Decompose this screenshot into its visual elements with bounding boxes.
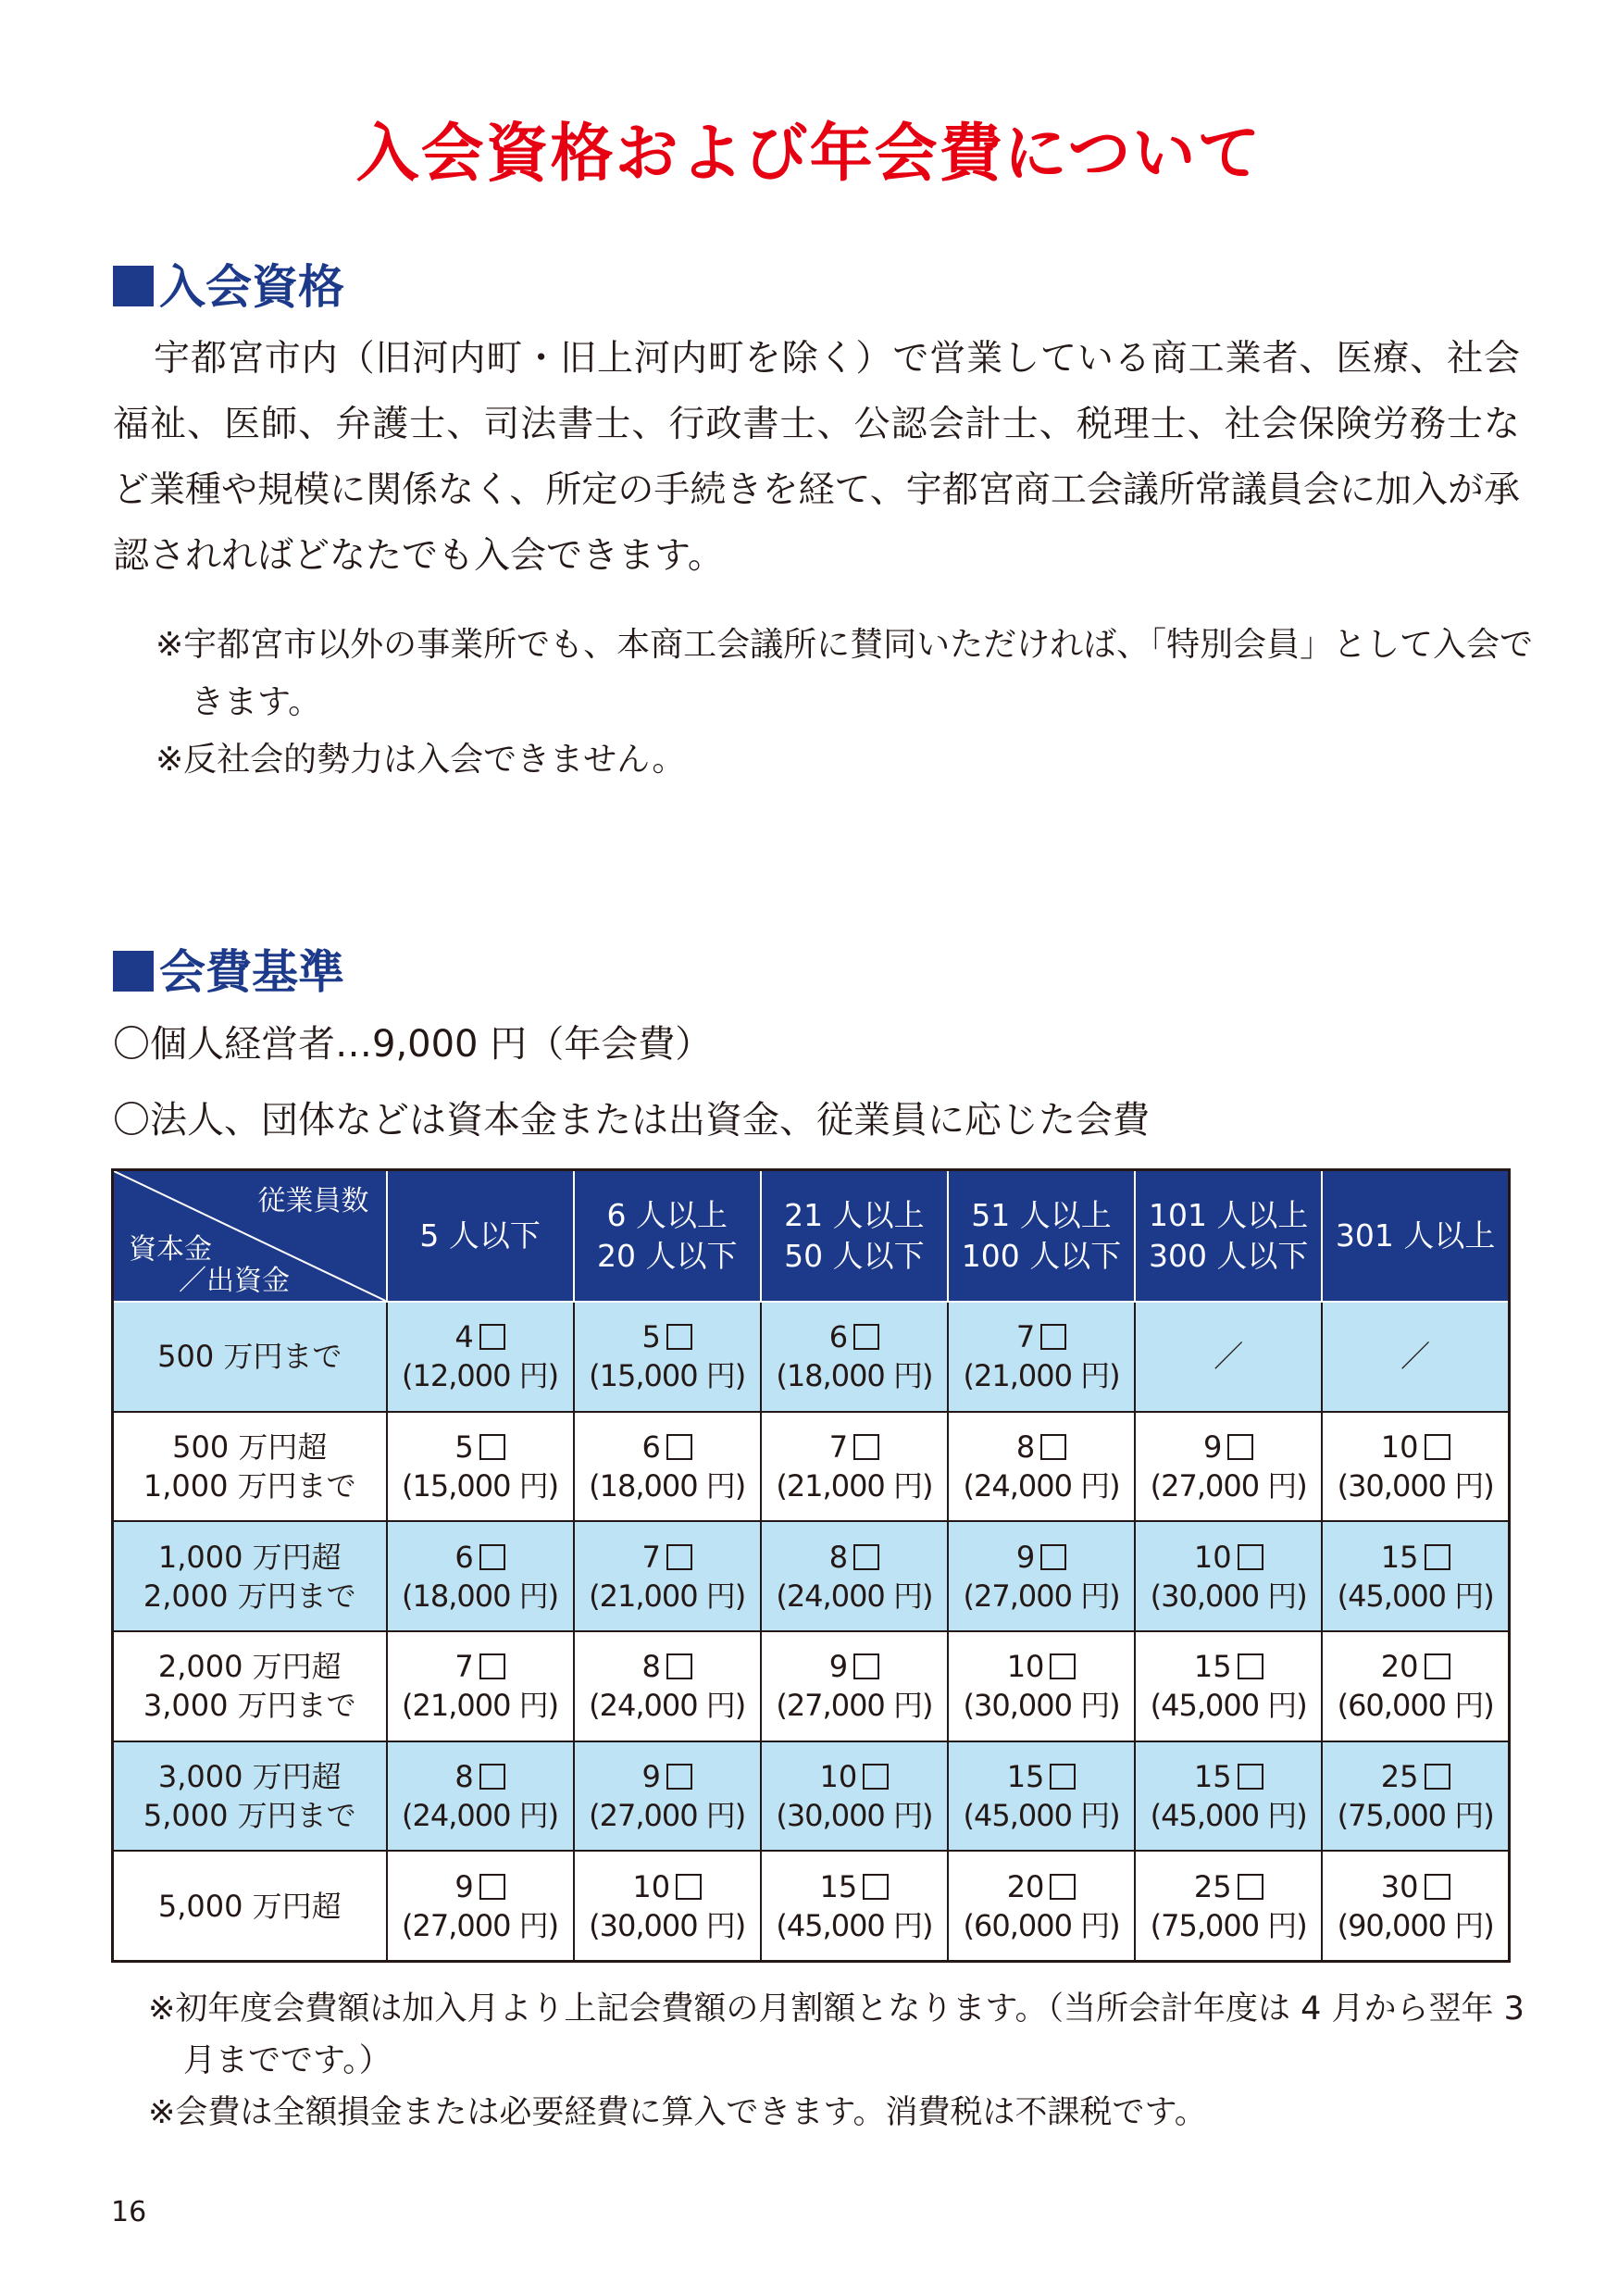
column-header-line: 101 人以上 bbox=[1148, 1197, 1309, 1233]
yen-amount: (90,000 円) bbox=[1337, 1907, 1494, 1943]
units-line bbox=[388, 1867, 573, 1906]
units-count: 8 bbox=[828, 1539, 849, 1575]
row-header-line: 5,000 万円超 bbox=[157, 1888, 342, 1924]
fee-cell bbox=[1322, 1741, 1509, 1852]
yen-amount: (27,000 円) bbox=[589, 1797, 746, 1833]
yen-amount: (24,000 円) bbox=[776, 1578, 933, 1614]
yen-amount: (27,000 円) bbox=[776, 1688, 933, 1724]
eligibility-heading bbox=[113, 259, 344, 315]
units-line bbox=[1323, 1757, 1508, 1796]
unit-box-icon bbox=[1425, 1764, 1450, 1790]
unit-box-icon bbox=[1050, 1764, 1076, 1790]
units-count: 9 bbox=[1015, 1539, 1036, 1575]
units-line bbox=[388, 1538, 573, 1577]
yen-amount: (18,000 円) bbox=[589, 1467, 746, 1504]
not-applicable-mark: ／ bbox=[1400, 1339, 1431, 1375]
unit-box-icon bbox=[1238, 1874, 1263, 1900]
unit-box-icon bbox=[853, 1434, 879, 1460]
column-header-line: 300 人以下 bbox=[1148, 1238, 1309, 1274]
units-count: 10 bbox=[1380, 1429, 1419, 1465]
square-bullet-icon bbox=[113, 951, 154, 992]
units-count: 30 bbox=[1380, 1868, 1419, 1904]
fee-table bbox=[111, 1168, 1511, 1963]
units-line bbox=[575, 1867, 760, 1906]
units-count: 7 bbox=[641, 1539, 661, 1575]
unit-box-icon bbox=[479, 1764, 505, 1790]
units-count: 6 bbox=[641, 1429, 661, 1465]
page-title: 入会資格および年会費について bbox=[355, 118, 1263, 191]
units-line bbox=[1323, 1538, 1508, 1577]
units-count: 25 bbox=[1380, 1758, 1419, 1794]
fee-cell bbox=[574, 1741, 761, 1852]
eligibility-body: 宇都宮市内（旧河内町・旧上河内町を除く）で営業している商工業者、医療、社会福祉、医師、弁護士、司法書士、行政書士、公認会計士、税理士、社会保険労務士など業種や規模に関係なく、所定の手続きを経て、宇都宮商工会議所常議員会に加入が承認されればどなたでも入会できます。 bbox=[113, 338, 1520, 577]
units-count: 7 bbox=[828, 1429, 849, 1465]
corner-employees-label: 従業員数 bbox=[257, 1185, 369, 1217]
fee-cell bbox=[574, 1521, 761, 1631]
units-line bbox=[762, 1647, 947, 1686]
units-count: 9 bbox=[828, 1649, 849, 1685]
fee-table-header-row bbox=[113, 1170, 1510, 1303]
row-header-capital bbox=[113, 1302, 387, 1412]
units-count: 9 bbox=[1203, 1429, 1223, 1465]
units-line bbox=[1323, 1867, 1508, 1906]
units-count: 8 bbox=[1015, 1429, 1036, 1465]
units-count: 7 bbox=[1015, 1319, 1036, 1355]
fee-cell bbox=[1135, 1412, 1322, 1522]
fee-cell bbox=[574, 1302, 761, 1412]
yen-amount: (21,000 円) bbox=[963, 1358, 1120, 1394]
table-row bbox=[113, 1741, 1510, 1852]
units-count: 5 bbox=[454, 1429, 474, 1465]
yen-amount: (30,000 円) bbox=[1337, 1467, 1494, 1504]
column-header-line: 20 人以下 bbox=[596, 1238, 738, 1274]
fee-cell bbox=[1322, 1631, 1509, 1741]
units-count: 8 bbox=[454, 1758, 474, 1794]
fee-cell bbox=[948, 1631, 1135, 1741]
unit-box-icon bbox=[1425, 1544, 1450, 1570]
row-header-capital bbox=[113, 1851, 387, 1961]
fee-cell bbox=[1322, 1521, 1509, 1631]
unit-box-icon bbox=[1425, 1874, 1450, 1900]
unit-box-icon bbox=[666, 1324, 692, 1350]
column-header-4 bbox=[948, 1170, 1135, 1303]
individual-fee: 〇個人経営者…9,000 円（年会費） bbox=[113, 1023, 713, 1066]
units-line bbox=[1136, 1647, 1321, 1686]
row-header-line: 2,000 万円まで bbox=[143, 1578, 356, 1614]
units-line bbox=[1323, 1647, 1508, 1686]
units-line bbox=[1136, 1757, 1321, 1796]
row-header-capital bbox=[113, 1521, 387, 1631]
fees-heading bbox=[113, 944, 344, 1000]
unit-box-icon bbox=[1238, 1544, 1263, 1570]
yen-amount: (75,000 円) bbox=[1150, 1907, 1307, 1943]
units-line bbox=[388, 1647, 573, 1686]
fee-cell bbox=[761, 1521, 948, 1631]
units-count: 4 bbox=[454, 1319, 474, 1355]
column-header-line: 21 人以上 bbox=[784, 1197, 925, 1233]
unit-box-icon bbox=[666, 1764, 692, 1790]
fee-cell bbox=[387, 1631, 574, 1741]
yen-amount: (12,000 円) bbox=[402, 1358, 559, 1394]
yen-amount: (27,000 円) bbox=[963, 1578, 1120, 1614]
column-header-line: 50 人以下 bbox=[784, 1238, 925, 1274]
units-count: 6 bbox=[828, 1319, 849, 1355]
yen-amount: (21,000 円) bbox=[402, 1688, 559, 1724]
column-header-5 bbox=[1135, 1170, 1322, 1303]
column-header-2 bbox=[574, 1170, 761, 1303]
fee-cell bbox=[1322, 1412, 1509, 1522]
unit-box-icon bbox=[1040, 1544, 1066, 1570]
fee-cell bbox=[574, 1851, 761, 1961]
row-header-line: 3,000 万円超 bbox=[157, 1758, 342, 1794]
unit-box-icon bbox=[1238, 1764, 1263, 1790]
unit-box-icon bbox=[1425, 1434, 1450, 1460]
row-header-line: 500 万円超 bbox=[172, 1429, 328, 1465]
row-header-line: 5,000 万円まで bbox=[143, 1797, 356, 1833]
fee-cell bbox=[1322, 1851, 1509, 1961]
column-header-3 bbox=[761, 1170, 948, 1303]
column-header-line: 6 人以上 bbox=[606, 1197, 728, 1233]
page-number: 16 bbox=[111, 2196, 147, 2228]
units-count: 9 bbox=[454, 1868, 474, 1904]
units-line bbox=[388, 1757, 573, 1796]
column-header-line: 5 人以下 bbox=[419, 1217, 541, 1254]
units-count: 15 bbox=[819, 1868, 858, 1904]
unit-box-icon bbox=[666, 1653, 692, 1679]
table-corner-cell bbox=[113, 1170, 387, 1303]
fee-cell bbox=[387, 1412, 574, 1522]
yen-amount: (18,000 円) bbox=[402, 1578, 559, 1614]
unit-box-icon bbox=[863, 1874, 889, 1900]
units-line bbox=[762, 1757, 947, 1796]
units-count: 5 bbox=[641, 1319, 661, 1355]
fee-cell bbox=[948, 1521, 1135, 1631]
units-line bbox=[949, 1428, 1134, 1466]
units-count: 15 bbox=[1006, 1758, 1045, 1794]
unit-box-icon bbox=[666, 1434, 692, 1460]
fee-cell bbox=[387, 1741, 574, 1852]
unit-box-icon bbox=[1050, 1874, 1076, 1900]
fee-cell bbox=[1322, 1302, 1509, 1412]
row-header-line: 1,000 万円超 bbox=[157, 1539, 342, 1575]
row-header-capital bbox=[113, 1412, 387, 1522]
fees-heading-text: 会費基準 bbox=[159, 945, 344, 999]
units-count: 9 bbox=[641, 1758, 661, 1794]
units-line bbox=[1136, 1867, 1321, 1906]
yen-amount: (45,000 円) bbox=[1337, 1578, 1494, 1614]
yen-amount: (21,000 円) bbox=[776, 1467, 933, 1504]
fee-cell bbox=[1135, 1741, 1322, 1852]
yen-amount: (24,000 円) bbox=[589, 1688, 746, 1724]
units-count: 25 bbox=[1193, 1868, 1232, 1904]
fee-cell bbox=[761, 1631, 948, 1741]
yen-amount: (18,000 円) bbox=[776, 1358, 933, 1394]
table-row bbox=[113, 1521, 1510, 1631]
yen-amount: (15,000 円) bbox=[589, 1358, 746, 1394]
fee-cell bbox=[761, 1302, 948, 1412]
column-header-line: 301 人以上 bbox=[1335, 1217, 1496, 1254]
yen-amount: (60,000 円) bbox=[963, 1907, 1120, 1943]
units-line bbox=[575, 1317, 760, 1356]
unit-box-icon bbox=[479, 1324, 505, 1350]
units-line bbox=[762, 1538, 947, 1577]
unit-box-icon bbox=[853, 1544, 879, 1570]
units-line bbox=[575, 1428, 760, 1466]
row-header-line: 2,000 万円超 bbox=[157, 1649, 342, 1685]
unit-box-icon bbox=[676, 1874, 702, 1900]
yen-amount: (60,000 円) bbox=[1337, 1688, 1494, 1724]
unit-box-icon bbox=[479, 1653, 505, 1679]
yen-amount: (24,000 円) bbox=[402, 1797, 559, 1833]
corner-capital-label: 資本金 bbox=[129, 1233, 212, 1266]
yen-amount: (45,000 円) bbox=[963, 1797, 1120, 1833]
units-count: 15 bbox=[1193, 1649, 1232, 1685]
units-count: 7 bbox=[454, 1649, 474, 1685]
fee-cell bbox=[948, 1302, 1135, 1412]
unit-box-icon bbox=[479, 1874, 505, 1900]
fee-cell bbox=[761, 1851, 948, 1961]
units-count: 20 bbox=[1006, 1868, 1045, 1904]
units-line bbox=[1323, 1428, 1508, 1466]
units-count: 8 bbox=[641, 1649, 661, 1685]
fee-cell bbox=[574, 1631, 761, 1741]
fee-cell bbox=[948, 1412, 1135, 1522]
eligibility-heading-text: 入会資格 bbox=[159, 260, 344, 314]
units-line bbox=[762, 1317, 947, 1356]
table-row bbox=[113, 1631, 1510, 1741]
eligibility-note-antisocial: ※反社会的勢力は入会できません。 bbox=[156, 741, 686, 779]
fee-cell bbox=[1135, 1851, 1322, 1961]
units-line bbox=[575, 1757, 760, 1796]
units-count: 20 bbox=[1380, 1649, 1419, 1685]
yen-amount: (45,000 円) bbox=[1150, 1688, 1307, 1724]
fee-cell bbox=[387, 1302, 574, 1412]
unit-box-icon bbox=[863, 1764, 889, 1790]
row-header-capital bbox=[113, 1631, 387, 1741]
units-line bbox=[1136, 1428, 1321, 1466]
units-count: 15 bbox=[1193, 1758, 1232, 1794]
units-count: 6 bbox=[454, 1539, 474, 1575]
unit-box-icon bbox=[1040, 1324, 1066, 1350]
column-header-line: 51 人以上 bbox=[971, 1197, 1112, 1233]
units-count: 10 bbox=[1193, 1539, 1232, 1575]
units-count: 15 bbox=[1380, 1539, 1419, 1575]
unit-box-icon bbox=[1425, 1653, 1450, 1679]
eligibility-note-special-member: ※宇都宮市以外の事業所でも、本商工会議所に賛同いただければ、「特別会員」として入会できます。 bbox=[156, 626, 1534, 721]
yen-amount: (45,000 円) bbox=[1150, 1797, 1307, 1833]
yen-amount: (30,000 円) bbox=[589, 1907, 746, 1943]
units-count: 10 bbox=[1006, 1649, 1045, 1685]
units-line bbox=[575, 1647, 760, 1686]
fee-cell bbox=[387, 1851, 574, 1961]
yen-amount: (30,000 円) bbox=[776, 1797, 933, 1833]
fee-cell bbox=[761, 1412, 948, 1522]
units-line bbox=[1136, 1538, 1321, 1577]
units-line bbox=[949, 1317, 1134, 1356]
not-applicable-mark: ／ bbox=[1214, 1339, 1244, 1375]
fee-cell bbox=[1135, 1521, 1322, 1631]
table-row bbox=[113, 1302, 1510, 1412]
unit-box-icon bbox=[479, 1434, 505, 1460]
unit-box-icon bbox=[666, 1544, 692, 1570]
yen-amount: (27,000 円) bbox=[1150, 1467, 1307, 1504]
column-header-1 bbox=[387, 1170, 574, 1303]
row-header-line: 500 万円まで bbox=[157, 1339, 342, 1375]
yen-amount: (75,000 円) bbox=[1337, 1797, 1494, 1833]
column-header-line: 100 人以下 bbox=[961, 1238, 1122, 1274]
yen-amount: (24,000 円) bbox=[963, 1467, 1120, 1504]
fees-note-first-year: ※初年度会費額は加入月より上記会費額の月割額となります。（当所会計年度は 4 月から翌年 3 月までです。） bbox=[148, 1990, 1525, 2079]
fee-cell bbox=[387, 1521, 574, 1631]
units-line bbox=[762, 1867, 947, 1906]
row-header-line: 3,000 万円まで bbox=[143, 1688, 356, 1724]
row-header-line: 1,000 万円まで bbox=[143, 1467, 356, 1504]
unit-box-icon bbox=[1040, 1434, 1066, 1460]
square-bullet-icon bbox=[113, 266, 154, 306]
units-line bbox=[575, 1538, 760, 1577]
units-line bbox=[949, 1757, 1134, 1796]
yen-amount: (30,000 円) bbox=[963, 1688, 1120, 1724]
fee-cell bbox=[1135, 1302, 1322, 1412]
unit-box-icon bbox=[1227, 1434, 1253, 1460]
units-line bbox=[949, 1867, 1134, 1906]
units-line bbox=[762, 1428, 947, 1466]
yen-amount: (15,000 円) bbox=[402, 1467, 559, 1504]
unit-box-icon bbox=[1238, 1653, 1263, 1679]
corner-investment-label: ／出資金 bbox=[179, 1265, 290, 1297]
column-header-6 bbox=[1322, 1170, 1509, 1303]
fee-cell bbox=[761, 1741, 948, 1852]
table-row bbox=[113, 1851, 1510, 1961]
units-count: 10 bbox=[632, 1868, 671, 1904]
unit-box-icon bbox=[853, 1653, 879, 1679]
yen-amount: (21,000 円) bbox=[589, 1578, 746, 1614]
units-line bbox=[388, 1428, 573, 1466]
unit-box-icon bbox=[1050, 1653, 1076, 1679]
row-header-capital bbox=[113, 1741, 387, 1852]
fee-cell bbox=[1135, 1631, 1322, 1741]
units-count: 10 bbox=[819, 1758, 858, 1794]
unit-box-icon bbox=[479, 1544, 505, 1570]
corporate-fee: 〇法人、団体などは資本金または出資金、従業員に応じた会費 bbox=[113, 1099, 1150, 1142]
fee-cell bbox=[948, 1741, 1135, 1852]
units-line bbox=[388, 1317, 573, 1356]
units-line bbox=[949, 1647, 1134, 1686]
fee-cell bbox=[948, 1851, 1135, 1961]
unit-box-icon bbox=[853, 1324, 879, 1350]
yen-amount: (30,000 円) bbox=[1150, 1578, 1307, 1614]
yen-amount: (27,000 円) bbox=[402, 1907, 559, 1943]
yen-amount: (45,000 円) bbox=[776, 1907, 933, 1943]
units-line bbox=[949, 1538, 1134, 1577]
fees-note-tax: ※会費は全額損金または必要経費に算入できます。消費税は不課税です。 bbox=[148, 2094, 1207, 2131]
fee-cell bbox=[574, 1412, 761, 1522]
table-row bbox=[113, 1412, 1510, 1522]
